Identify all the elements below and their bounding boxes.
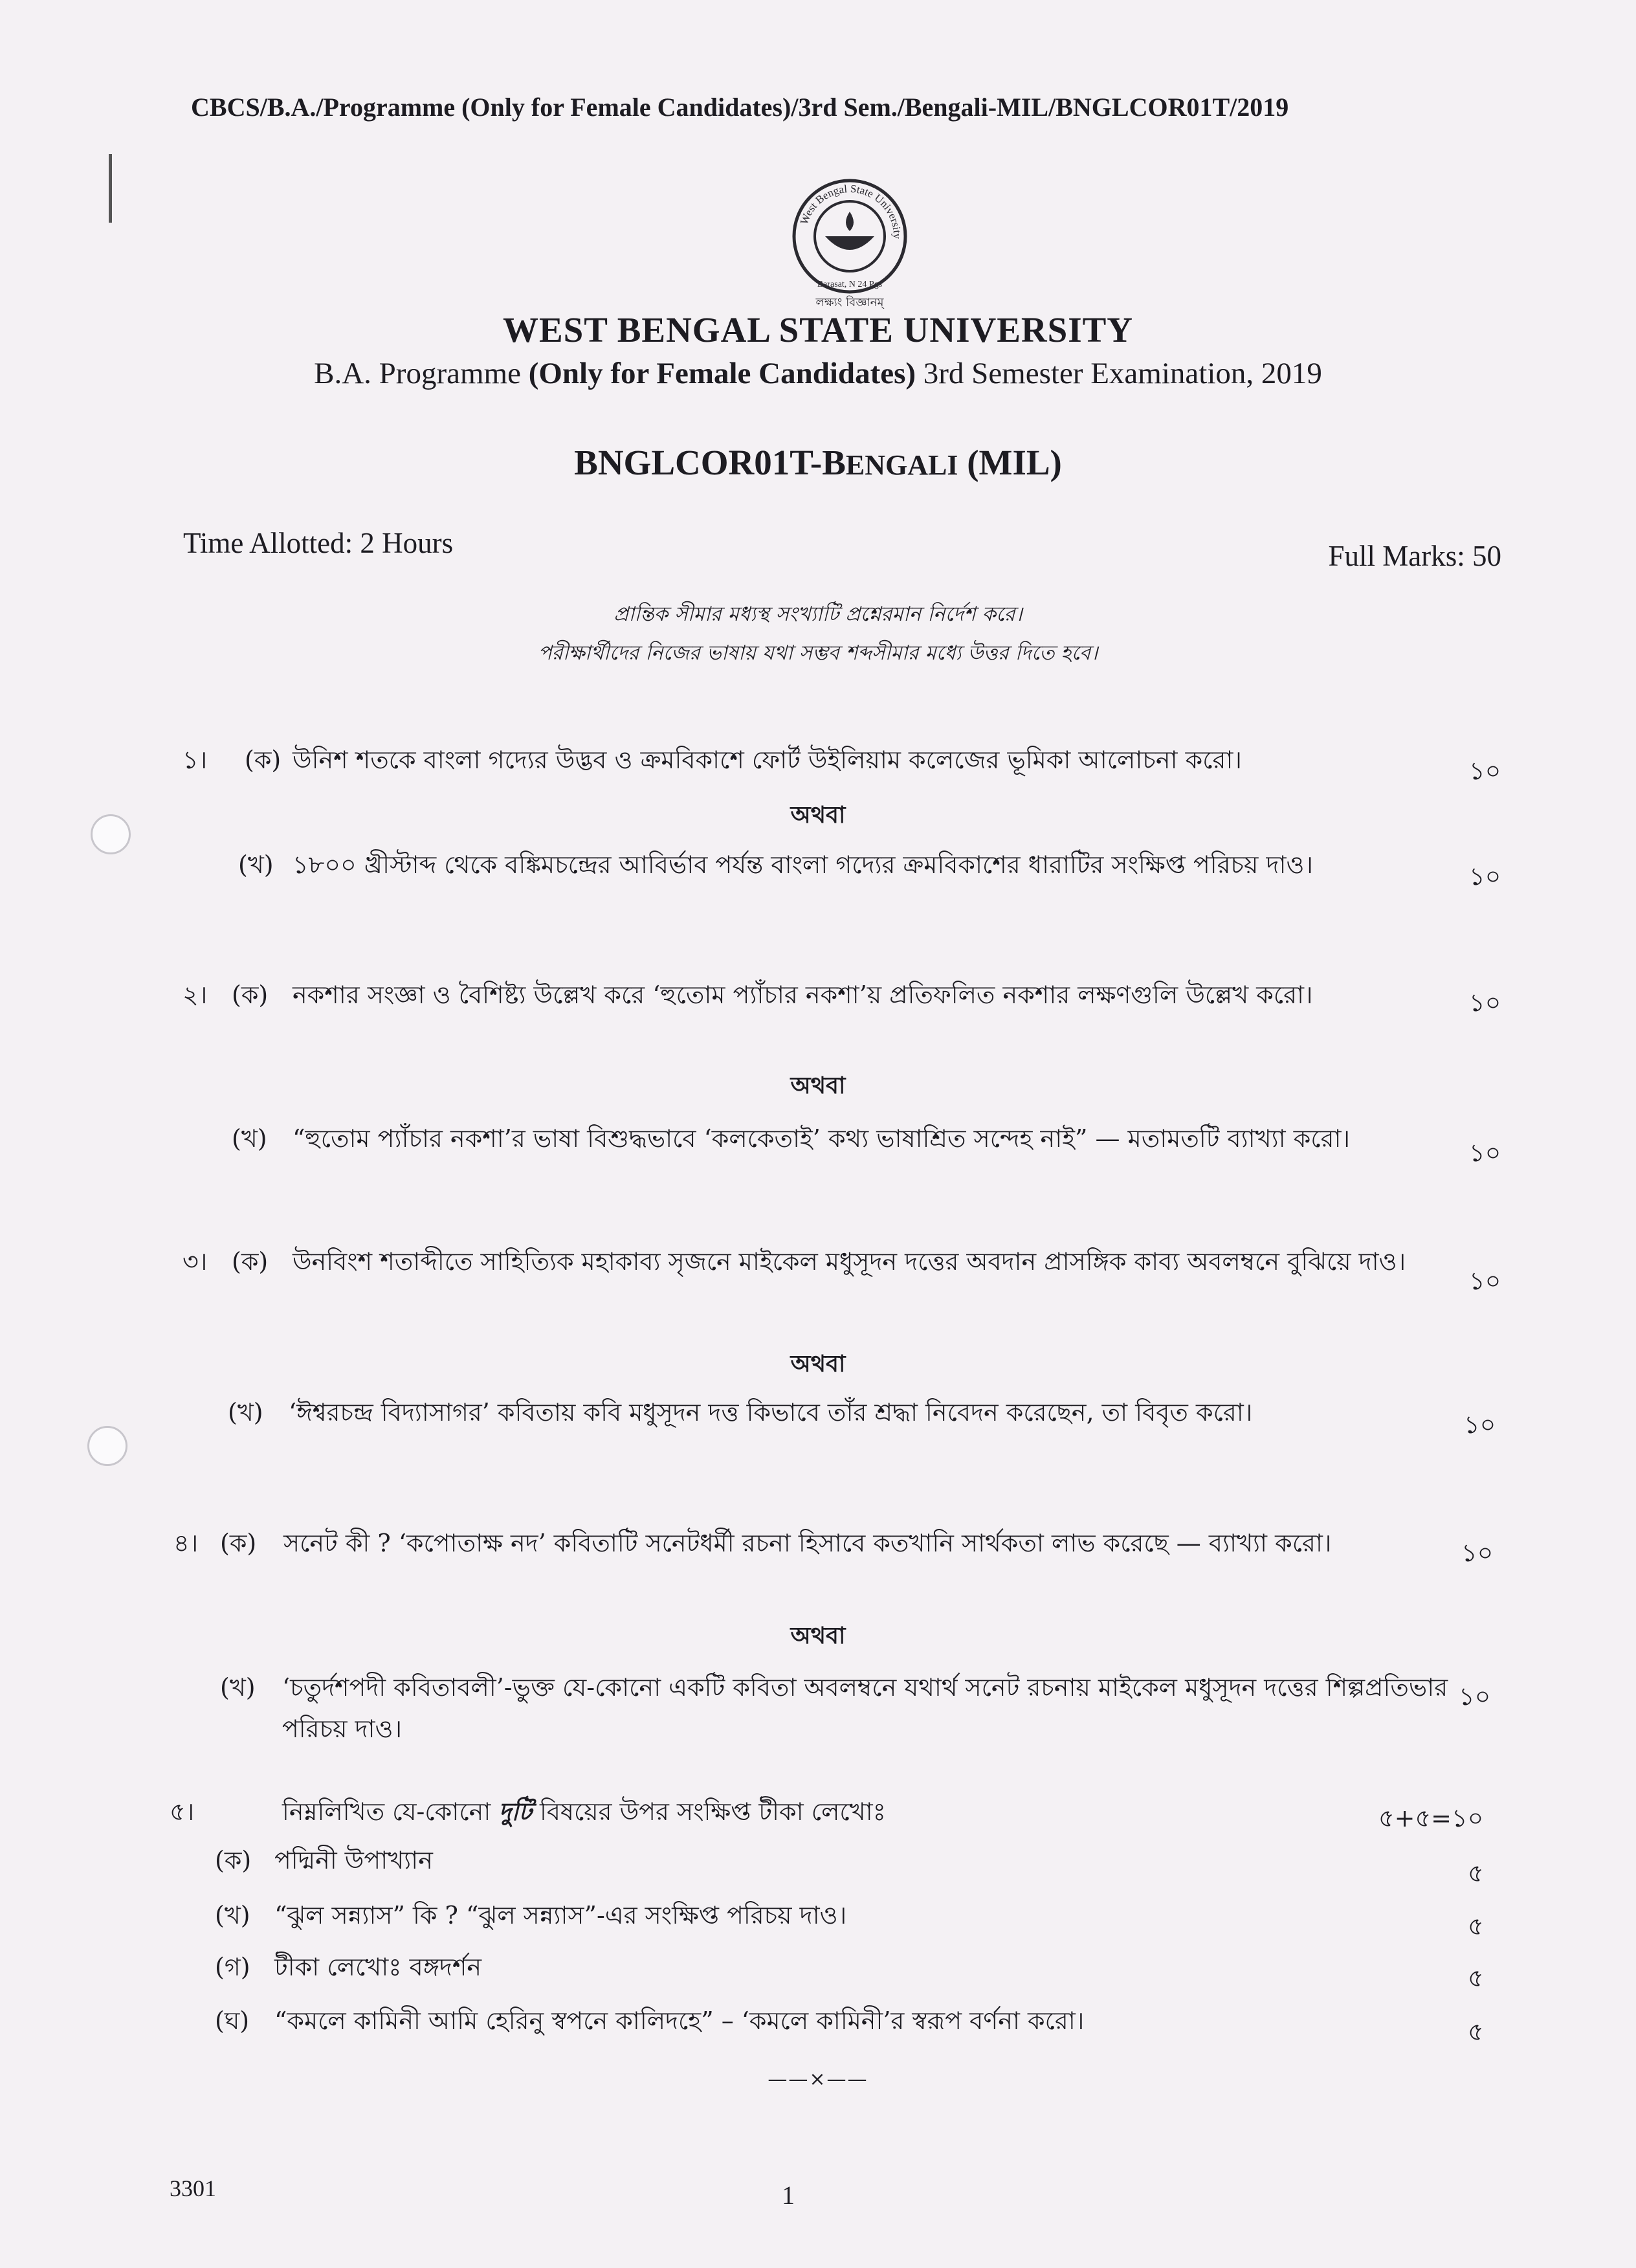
part-label: (খ) xyxy=(220,1673,256,1702)
question-text: ‘চতুর্দশপদী কবিতাবলী’-ভুক্ত যে-কোনো একটি কবিতা অবলম্বনে যথার্থ সনেট রচনায় মাইকেল মধুসূদন দত্তের শিল্পপ্রতিভার পরিচয় দাও। xyxy=(282,1673,1448,1743)
punch-hole xyxy=(87,1426,127,1466)
part-label: (গ) xyxy=(215,1953,250,1981)
question-text: “ঝুল সন্ন্যাস” কি ? “ঝুল সন্ন্যাস”-এর সংক্ষিপ্ত পরিচয় দাও। xyxy=(274,1901,847,1929)
or-separator: অথবা xyxy=(790,1072,846,1099)
end-of-paper-mark: ——×—— xyxy=(768,2068,868,2091)
q5-intro-rest: বিষয়ের উপর সংক্ষিপ্ত টীকা লেখোঃ xyxy=(531,1797,886,1826)
course-code: BNGLCOR01T- xyxy=(574,443,823,482)
or-separator: অথবা xyxy=(790,801,846,828)
question-text: সনেট কী ? ‘কপোতাক্ষ নদ’ কবিতাটি সনেটধর্মী রচনা হিসাবে কতখানি সার্থকতা লাভ করেছে — ব্যাখ্যা করো। xyxy=(283,1529,1332,1557)
course-name-smallcaps: ENGALI xyxy=(845,449,958,481)
exam-title xyxy=(0,356,1636,391)
question-marks: ৫ xyxy=(1468,1859,1484,1887)
course-name-initial: B xyxy=(822,443,846,482)
or-separator: অথবা xyxy=(790,1622,846,1649)
university-motto: লক্ষ্যং বিজ্ঞানম্ xyxy=(815,296,884,309)
question-text: টীকা লেখোঃ বঙ্গদর্শন xyxy=(274,1953,482,1981)
question-text: নকশার সংজ্ঞা ও বৈশিষ্ট্য উল্লেখ করে ‘হুতোম প্যাঁচার নকশা’য় প্রতিফলিত নকশার লক্ষণগুলি উল্লেখ করো। xyxy=(293,981,1313,1009)
paper-code-header: CBCS/B.A./Programme (Only for Female Candidates)/3rd Sem./Bengali-MIL/BNGLCOR01T/2019 xyxy=(191,93,1289,122)
course-title xyxy=(0,442,1636,483)
question-marks: ১০ xyxy=(1469,862,1501,891)
question-text: “কমলে কামিনী আমি হেরিনু স্বপনে কালিদহে” – ‘কমলে কামিনী’র স্বরূপ বর্ণনা করো। xyxy=(274,2007,1085,2035)
time-allotted: Time Allotted: 2 Hours xyxy=(183,527,454,559)
part-label: (খ) xyxy=(238,850,274,879)
part-label: (ক) xyxy=(220,1529,257,1557)
question-number: ৩। xyxy=(182,1247,208,1276)
q5-emphasis: দুটি xyxy=(498,1797,532,1826)
question-text xyxy=(282,1791,886,1832)
question-number: ২। xyxy=(182,981,208,1009)
question-marks: ৫ xyxy=(1468,1912,1484,1940)
part-label: (খ) xyxy=(232,1124,267,1153)
full-marks: Full Marks: 50 xyxy=(1328,540,1501,572)
page-number: 1 xyxy=(782,2181,795,2210)
svg-text:West Bengal State University xyxy=(798,183,903,239)
course-name-tail: (MIL) xyxy=(958,443,1062,482)
university-name: WEST BENGAL STATE UNIVERSITY xyxy=(502,310,1133,350)
question-marks: ৫+৫=১০ xyxy=(1378,1804,1484,1832)
question-text: উনবিংশ শতাব্দীতে সাহিত্যিক মহাকাব্য সৃজনে মাইকেল মধুসূদন দত্তের অবদান প্রাসঙ্গিক কাব্য অবলম্বনে বুঝিয়ে দাও। xyxy=(293,1247,1406,1276)
question-marks: ১০ xyxy=(1469,1267,1501,1295)
part-label: (খ) xyxy=(228,1398,263,1427)
question-marks: ৫ xyxy=(1468,2018,1484,2046)
exam-title-prefix: B.A. Programme xyxy=(314,357,529,390)
q5-intro: নিম্নলিখিত যে-কোনো xyxy=(282,1797,499,1826)
margin-mark xyxy=(109,154,112,223)
instruction-line: প্রান্তিক সীমার মধ্যস্থ সংখ্যাটি প্রশ্নেরমান নির্দেশ করে। xyxy=(614,603,1022,626)
exam-title-suffix: 3rd Semester Examination, 2019 xyxy=(916,357,1322,390)
question-text: ১৮০০ খ্রীস্টাব্দ থেকে বঙ্কিমচন্দ্রের আবির্ভাব পর্যন্ত বাংলা গদ্যের ক্রমবিকাশের ধারাটির সংক্ষিপ্ত পরিচয় দাও। xyxy=(293,850,1314,879)
seal-place-text: Barasat, N 24 Pgs xyxy=(817,280,883,289)
exam-title-bold: (Only for Female Candidates) xyxy=(528,357,916,390)
seal-ring-text: West Bengal State University xyxy=(797,182,904,239)
or-separator: অথবা xyxy=(790,1350,846,1377)
question-marks: ১০ xyxy=(1464,1410,1496,1439)
part-label: (খ) xyxy=(215,1901,250,1929)
question-marks: ১০ xyxy=(1469,1139,1501,1167)
question-marks: ১০ xyxy=(1469,988,1501,1017)
question-marks: ১০ xyxy=(1469,757,1501,785)
question-text: পদ্মিনী উপাখ্যান xyxy=(274,1846,433,1874)
question-marks: ৫ xyxy=(1468,1964,1484,1992)
question-marks: ১০ xyxy=(1459,1682,1491,1711)
university-seal-icon xyxy=(772,160,927,309)
question-marks: ১০ xyxy=(1461,1539,1494,1567)
part-label: (ক) xyxy=(245,746,282,774)
question-text: ‘ঈশ্বরচন্দ্র বিদ্যাসাগর’ কবিতায় কবি মধুসূদন দত্ত কিভাবে তাঁর শ্রদ্ধা নিবেদন করেছেন, তা বিবৃত করো। xyxy=(289,1398,1253,1427)
instruction-line: পরীক্ষার্থীদের নিজের ভাষায় যথা সম্ভব শব্দসীমার মধ্যে উত্তর দিতে হবে। xyxy=(538,641,1098,665)
question-number: ১। xyxy=(182,746,208,774)
part-label: (ক) xyxy=(232,981,269,1009)
question-text: “হুতোম প্যাঁচার নকশা’র ভাষা বিশুদ্ধভাবে ‘কলকেতাই’ কথ্য ভাষাশ্রিত সন্দেহ নাই” — মতামতটি ব্যাখ্যা করো। xyxy=(293,1124,1351,1153)
part-label: (ঘ) xyxy=(215,2007,250,2035)
question-number: ৪। xyxy=(173,1529,199,1557)
part-label: (ক) xyxy=(215,1846,252,1874)
part-label: (ক) xyxy=(232,1247,269,1276)
footer-code: 3301 xyxy=(170,2175,216,2201)
question-number: ৫। xyxy=(170,1797,195,1826)
question-text: উনিশ শতকে বাংলা গদ্যের উদ্ভব ও ক্রমবিকাশে ফোর্ট উইলিয়াম কলেজের ভূমিকা আলোচনা করো। xyxy=(293,746,1242,774)
